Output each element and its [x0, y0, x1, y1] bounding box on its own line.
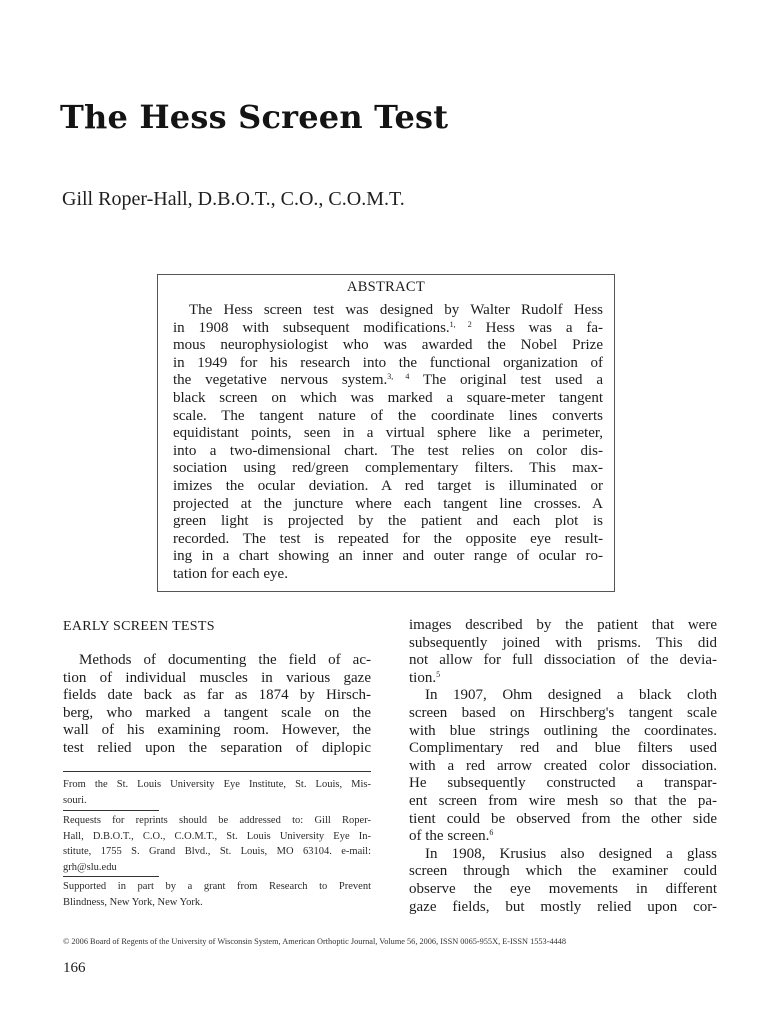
abstract-line: black screen on which was marked a square-meter tangent: [173, 389, 603, 406]
body-line: tion.$^5$: [409, 669, 441, 686]
body-line: gaze fields, but mostly relied upon cor-: [409, 898, 717, 915]
abstract-line: recorded. The test is repeated for the opposite eye result-: [173, 530, 603, 547]
body-line: subsequently joined with prisms. This did: [409, 634, 717, 651]
citation-sup: 5: [436, 669, 441, 679]
body-line: ent screen from wire mesh so that the pa-: [409, 792, 717, 809]
body-line: of the screen.$^6$: [409, 828, 494, 845]
abstract-body: [173, 302, 603, 584]
abstract-line: tation for each eye.: [173, 565, 288, 582]
abstract-line: in 1949 for his research into the functional organization of: [173, 354, 603, 371]
footnote-divider: [63, 771, 371, 772]
footnote-line: Blindness, New York, New York.: [63, 896, 203, 908]
body-line: In 1907, Ohm designed a black cloth: [425, 687, 717, 704]
footnote-line: Hall, D.B.O.T., C.O., C.O.M.T., St. Louis University Eye In-: [63, 830, 371, 842]
citation-sup: 3, 4: [387, 372, 410, 382]
footnote-divider: [63, 876, 159, 877]
body-line: with a red arrow created color dissociation.: [409, 757, 717, 774]
author-line: Gill Roper-Hall, D.B.O.T., C.O., C.O.M.T.: [62, 188, 405, 210]
abstract-line: into a two-dimensional chart. The test relies on color dis-: [173, 442, 603, 459]
abstract-line: mous neurophysiologist who was awarded the Nobel Prize: [173, 337, 603, 354]
abstract-line: green light is projected by the patient and each plot is: [173, 513, 603, 530]
footnote-reprints: [63, 813, 371, 875]
body-line: He subsequently constructed a transpar-: [409, 775, 717, 792]
body-line: tient could be observed from the other side: [409, 810, 717, 827]
body-line: In 1908, Krusius also designed a glass: [425, 845, 717, 862]
body-line: screen based on Hirschberg's tangent scale: [409, 704, 717, 721]
body-line: observe the eye movements in different: [409, 880, 717, 897]
copyright-line: © 2006 Board of Regents of the University of Wisconsin System, American Orthoptic Journal, Volume 56, 2006, ISSN 0065-955X, E-ISSN 1553-4448: [63, 937, 567, 946]
body-line: test relied upon the separation of diplopic: [63, 739, 371, 756]
body-line: tion of individual muscles in various gaze: [63, 669, 371, 686]
right-column: [409, 617, 717, 916]
body-line: with blue strings outlining the coordinates.: [409, 722, 717, 739]
body-line: not allow for full dissociation of the devia-: [409, 652, 717, 669]
abstract-line: in 1908 with subsequent modifications.$^{1, 2}$ Hess was a fa-: [173, 319, 603, 336]
section-heading: EARLY SCREEN TESTS: [63, 619, 215, 634]
abstract-line: projected at the juncture where each tangent line crosses. A: [173, 495, 603, 512]
abstract-line: imizes the ocular deviation. A red target is illuminated or: [173, 477, 603, 494]
left-column: [63, 652, 371, 758]
footnote-line: Supported in part by a grant from Research to Prevent: [63, 881, 371, 892]
footnote-line: grh@slu.edu: [63, 861, 117, 873]
abstract-line: The Hess screen test was designed by Walter Rudolf Hess: [189, 302, 603, 318]
citation-sup: 6: [489, 828, 494, 838]
body-line: Complimentary red and blue filters used: [409, 740, 717, 757]
abstract-line: equidistant points, seen in a virtual sphere like a perimeter,: [173, 425, 603, 442]
footnote-line: Requests for reprints should be addressed to: Gill Roper-: [63, 815, 371, 826]
footnote-divider: [63, 810, 159, 811]
body-line: screen through which the examiner could: [409, 863, 717, 880]
abstract-heading: ABSTRACT: [346, 279, 426, 295]
footnote-line: souri.: [63, 794, 87, 806]
footnote-institute: [63, 777, 371, 808]
article-title: The Hess Screen Test: [60, 98, 449, 136]
body-line: Methods of documenting the field of ac-: [79, 652, 371, 668]
footnote-line: From the St. Louis University Eye Institute, St. Louis, Mis-: [63, 779, 371, 790]
abstract-line: ing in a chart showing an inner and outer range of ocular ro-: [173, 548, 603, 565]
abstract-line: sociation using red/green complementary filters. This max-: [173, 460, 603, 477]
abstract-line: scale. The tangent nature of the coordinate lines converts: [173, 407, 603, 424]
footnote-line: stitute, 1755 S. Grand Blvd., St. Louis, MO 63104. e-mail:: [63, 846, 371, 857]
body-line: wall of his examining room. However, the: [63, 722, 371, 739]
footnote-support: [63, 879, 371, 910]
body-line: images described by the patient that were: [409, 617, 717, 633]
abstract-line: the vegetative nervous system.$^{3, 4}$ The original test used a: [173, 372, 604, 389]
page-number: 166: [63, 960, 86, 976]
citation-sup: 1, 2: [449, 319, 472, 329]
body-line: fields date back as far as 1874 by Hirsch-: [63, 687, 371, 704]
body-line: berg, who marked a tangent scale on the: [63, 704, 371, 721]
